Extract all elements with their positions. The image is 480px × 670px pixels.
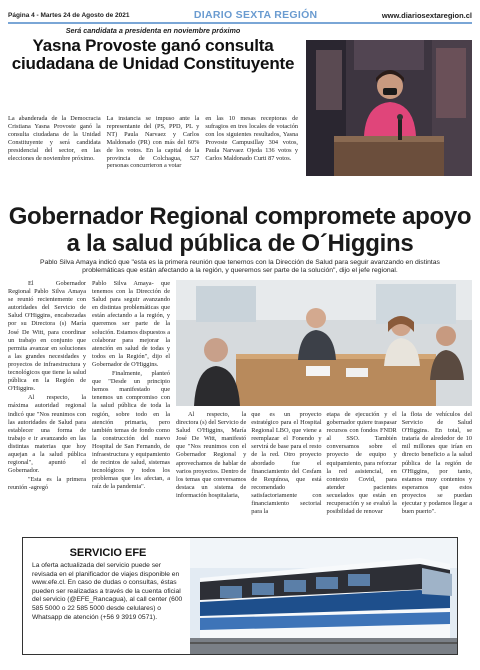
article2-paragraph: Al respecto, la directora (s) del Servicio de Salud O'Higgins, María José De Witt, manifestó que "Nos reunimos con el Gobernador Regional y aprovechamos de hablar de varios proyectos. Dentro de los temas que conversamos destaca un sistema de información hospitalaria,: [176, 411, 247, 499]
article2-paragraph: Al respecto, la máxima autoridad regional indicó que "Nos reunimos con las autoridades de Salud para establecer una forma de trabajo e ir avanzando en las distintas materias que hoy aquejan a la salud pública regional", apuntó el Gobernador.: [8, 394, 86, 475]
article2-lead: Pablo Silva Amaya indicó que "esta es la primera reunión que tenemos con la Dirección de Salud para seguir avanzando en distintas problemáticas que están afectando a la región, y queremos ser parte de la solución", dijo el jefe regional.: [40, 259, 440, 275]
article2-paragraph: etapa de ejecución y el gobernador quiere traspasar recursos con fondos FNDR al SSO. También conversamos sobre el proyecto de equipo y equipamiento, para reforzar la red asistencial, en contexto Covid, para atender pacientes secuelados que están en recuperación y se evaluó la posibilidad de renovar: [326, 411, 397, 516]
article2-paragraph: "Esta es la primera reunión -agregó: [8, 476, 86, 492]
article2-paragraph: la flota de vehículos del Servicio de Salud O'Higgins. En total, se trataría de alrededor de 10 mil millones que irían en directo beneficio a la salud pública de la región de O'Higgins, por tanto, estamos muy contentos y esperamos que estos proyectos se puedan ejecutar y podamos llegar a buen puerto".: [401, 411, 472, 516]
article1-kicker: Será candidata a presidenta en noviembre próximo: [65, 26, 241, 35]
candidate-photo-illustration: [306, 40, 472, 176]
page-header: [8, 8, 472, 22]
article1-col2: La instancia se impuso ante la representante del (PS, PPD, PL y NT) Paula Narvaez y Carlos Maldonado (PR) con más del 60% de los votos. En la capital de la provincia de Colchagua, 527 personas concurrieron a votar: [106, 115, 200, 170]
header-rule: [8, 22, 472, 24]
page-date: Página 4 - Martes 24 de Agosto de 2021: [8, 11, 130, 19]
article2-col-b: [92, 280, 170, 504]
article1-title: Yasna Provoste ganó consulta ciudadana de Unidad Constituyente: [11, 36, 295, 73]
ad-train-photo: [190, 538, 457, 654]
article2-col-c1: [176, 411, 246, 504]
article1-col3: en las 10 mesas receptoras de sufragios en tres locales de votación con los siguientes resultados, Yasna Provoste Campusillay 304 votos, Paula Narvaez Ojeda 136 votos y Carlos Maldonado Curti 87 votos.: [205, 115, 299, 162]
train-illustration: [190, 538, 457, 654]
article2-paragraph: Finalmente, planteó que "Desde un principio hemos manifestado que tenemos un compromiso con la salud pública de toda la región, sobre todo en la atención primaria, pero también temas de fondo como la construcción del nuevo Hospital de San Fernando, de infraestructura y equipamiento de recintos de salud, sistemas tecnológicos y todos los problemas que les afectan, a raíz de la pandemia".: [92, 370, 170, 491]
meeting-photo-illustration: [176, 280, 472, 406]
article1-photo: [306, 40, 472, 176]
article2-title: Gobernador Regional compromete apoyo a la salud pública de O´Higgins: [8, 203, 472, 257]
article1-col1: La abanderada de la Democracia Cristiana Yasna Provoste ganó la consulta ciudadana de la Unidad Constituyente y será candidata presidencial del sector, en las elecciones de noviembre próximo.: [8, 115, 101, 162]
article2-photo: [176, 280, 472, 406]
ad-text: La oferta actualizada del servicio puede ser revisada en el planificador de viajes disponible en www.efe.cl. En caso de dudas o consultas, éstas pueden ser realizadas a través de la cuenta oficial del servicio (@EFE_Rancagua), al call center (600 585 5000 o 22 585 5000 desde celulares) o Whatsapp de atención (+56 9 3919 0571).: [32, 562, 183, 621]
article2-col-c3: [326, 411, 397, 516]
article2-col-c2: [251, 411, 322, 516]
article2-paragraph: que es un proyecto estratégico para el Hospital Regional LBO, que viene a reemplazar el Fonendo y servirá de base para el resto de la red. Otro proyecto abordado fue el financiamiento del Cesfam de Requínoa, que está recomendado satisfactoriamente con financiamiento sectorial para la: [251, 411, 322, 516]
article2-col-c4: [401, 411, 472, 516]
article2-continuation: [176, 411, 472, 516]
article1-body: [8, 115, 298, 187]
article2-paragraph: Pablo Silva Amaya- que tenemos con la Dirección de Salud para seguir avanzando en distintas problemáticas que están afectando a la región, y queremos ser parte de la solución. Estamos dispuestos a colaborar para mejorar la atención en salud de todas y todos en la Región", dijo el Gobernador de O'Higgins.: [92, 280, 171, 368]
site-url: www.diariosextaregion.cl: [381, 10, 472, 20]
article2-col-a: [8, 280, 86, 504]
ad-title: SERVICIO EFE: [69, 547, 147, 559]
article2-paragraph: El Gobernador Regional Pablo Silva Amaya se reunió recientemente con autoridades del Servicio de Salud O'Higgins, encabezadas por su Directora (s) María José De Witt, para coordinar un trabajo en conjunto que permita avanzar en soluciones a las grandes necesidades y proyectos de infraestructura y tecnológicos que tiene la salud pública en la Región de O'Higgins.: [8, 280, 86, 393]
masthead: DIARIO SEXTA REGIÓN: [193, 9, 318, 21]
